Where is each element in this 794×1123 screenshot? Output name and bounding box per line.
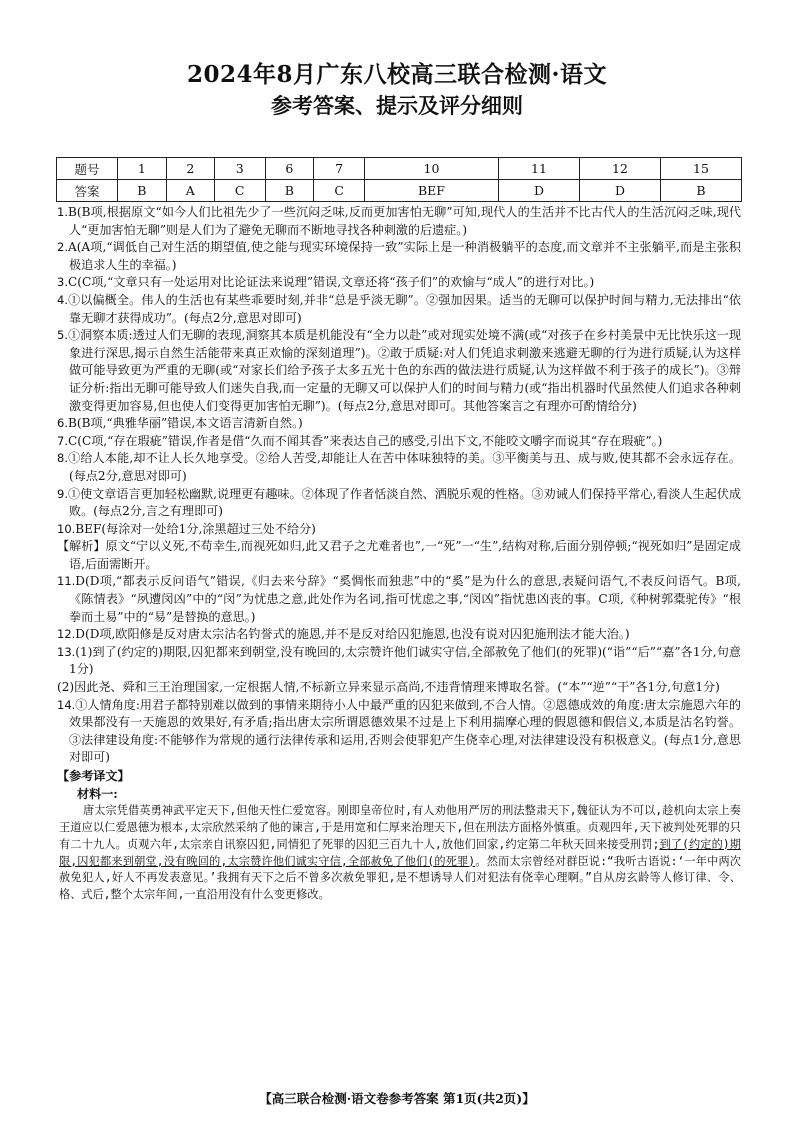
item-text: A(A项,“调低自己对生活的期望值,使之能与现实环境保持一致”实际上是一种消极躺平的态度,而文章并不主张躺平,而是主张积极追求人生的幸福。) (67, 240, 741, 272)
item-number: 7. (57, 433, 68, 448)
item-text: C(C项,“文章只有一处运用对比论证法来说理”错误,文章还将“孩子们”的欢愉与“成人”的进行对比。) (67, 275, 595, 290)
question-number: 11 (499, 158, 580, 180)
item-number: 2. (57, 240, 68, 255)
answer-item-3 (57, 274, 741, 292)
question-number: 1 (118, 158, 167, 180)
answer-row (57, 180, 742, 202)
answer-cell: B (265, 180, 314, 202)
item-text: (2)因此尧、舜和三王治理国家,一定根据人情,不标新立异来显示高尚,不违背情理来博取名誉。(“本”“逆”“干”各1分,句意1分) (57, 680, 720, 695)
answer-item-1 (57, 204, 741, 239)
answer-cell: C (214, 180, 265, 202)
translation-text: 。然而太宗曾经对群臣说:“我听古语说:‘一年中两次赦免犯人,好人不再发表意见。’我拥有天下之后不曾多次赦免罪犯,是不想诱导人们对犯法有侥幸心理啊。”自从房玄龄等人修订律、令、格、式后,整个太宗年间,一直沿用没有什么变更修改。 (59, 854, 741, 902)
answer-item-14 (57, 697, 741, 767)
question-number: 12 (579, 158, 660, 180)
translation-underlined-text: 到了(约定的)期限,囚犯都来到朝堂,没有晚回的,太宗赞许他们诚实守信,全部赦免了他们(的死罪) (59, 837, 741, 868)
item-text: B(B项,根据原文“如今人们比祖先少了一些沉闷乏味,反而更加害怕无聊”可知,现代人的生活并不比古代人的生活沉闷乏味,现代人“更加害怕无聊”则是人们为了避免无聊而不断地寻找各种刺激的后遗症。) (67, 205, 741, 237)
page-title: 2024年8月广东八校高三联合检测·语文 (186, 61, 608, 88)
translation-text: 唐太宗凭借英勇神武平定天下,但他天性仁爱宽容。刚即皇帝位时,有人劝他用严厉的刑法整肃天下,魏征认为不可以,趁机向太宗上奏王道应以仁爱恩德为根本,太宗欣然采纳了他的谏言,于是用宽和仁厚来治理天下,但在刑法方面格外慎重。贞观四年,天下被判处死罪的只有二十九人。贞观六年,太宗亲自讯察囚犯,同情犯了死罪的囚犯三百九十人,放他们回家,约定第二年秋天回来接受刑罚; (59, 804, 741, 851)
item-number: 14. (57, 697, 76, 712)
item-number: 9. (57, 486, 68, 501)
reference-translation-heading: 【参考译文】 (57, 769, 130, 783)
item-text: (1)到了(约定的)期限,囚犯都来到朝堂,没有晚回的,太宗赞许他们诚实守信,全部赦免了他们(的死罪)(“诣”“后”“嘉”各1分,句意1分) (69, 644, 741, 677)
question-number: 2 (166, 158, 214, 180)
question-number: 10 (364, 158, 498, 180)
item-text: BEF(每涂对一处给1分,涂黑超过三处不给分) (75, 521, 316, 536)
item-number: 3. (57, 275, 68, 290)
item-text: ①以偏概全。伟人的生活也有某些乖要时刻,并非“总是乎淡无聊”。②强加因果。适当的无聊可以保护时间与精力,无法排出“依靠无聊才获得成功”。(每点2分,意思对即可) (67, 292, 741, 325)
item-number: 8. (57, 451, 68, 466)
item-text: ①给人本能,却不让人长久地享受。②给人苦受,却能让人在苦中体味独特的美。③平衡美与丑、成与败,使其都不会永远存在。(每点2分,意思对即可) (67, 451, 741, 483)
translation-paragraph (57, 803, 741, 904)
answer-item-10-analysis (57, 538, 741, 573)
answer-cell: C (314, 180, 365, 202)
answer-table (56, 157, 742, 202)
answer-cell: B (118, 180, 167, 202)
answer-cell: A (166, 180, 214, 202)
answer-item-6 (57, 415, 741, 433)
item-number: 10. (57, 521, 76, 536)
answer-item-10 (57, 521, 741, 539)
row-label-question: 题号 (57, 158, 118, 180)
material-label: 材料一: (77, 786, 118, 801)
item-number: 1. (57, 205, 68, 219)
answer-cell: D (499, 180, 580, 202)
answer-item-4 (57, 292, 741, 327)
page-footer: 【高三联合检测·语文卷参考答案 第1页(共2页)】 (259, 1091, 535, 1106)
item-text: C(C项,“存在瑕疵”错误,作者是借“久而不闻其香”来表达自己的感受,引出下文,不能咬文嚼字而说其“存在瑕疵”。) (67, 433, 663, 448)
question-number-row (57, 158, 742, 180)
item-number: 11. (57, 574, 76, 589)
answer-item-11 (57, 573, 741, 626)
item-text: 【解析】原文“宁以义死,不苟幸生,而视死如归,此又君子之尤难者也”,一“死”一“生”,结构对称,后面分别停顿;“视死如归”是固定成语,后面需断开。 (57, 539, 741, 571)
item-number: 13. (57, 644, 76, 659)
answer-item-13 (57, 644, 741, 679)
page-subtitle: 参考答案、提示及评分细则 (271, 93, 523, 118)
item-number: 5. (57, 328, 68, 343)
answer-item-12 (57, 626, 741, 644)
answer-item-13-part2 (57, 679, 741, 697)
answer-item-7 (57, 433, 741, 451)
item-number: 4. (57, 292, 68, 307)
question-number: 6 (265, 158, 314, 180)
question-number: 7 (314, 158, 365, 180)
answer-explanations (57, 204, 741, 904)
item-text: ①使文章语言更加轻松幽默,说理更有趣味。②体现了作者恬淡自然、洒脱乐观的性格。③劝诫人们保持平常心,看淡人生起伏成败。(每点2分,言之有理即可) (67, 486, 741, 519)
answer-item-2 (57, 239, 741, 274)
item-text: ①人情角度:用君子都特别难以做到的事情来期待小人中最严重的囚犯来做到,不合人情。②恩德成效的角度:唐太宗施恩六年的效果都没有一天施恩的效果好,有矛盾;指出唐太宗所谓恩德效果不过是上下利用揣摩心理的假恩德和假信义,本质是沽名钓誉。③法律建设角度:不能够作为常规的通行法律传承和运用,否则会使罪犯产生侥幸心理,对法律建设没有积极意义。(每点1分,意思对即可) (69, 697, 741, 765)
answer-cell: BEF (364, 180, 498, 202)
answer-cell: D (579, 180, 660, 202)
item-text: ①洞察本质:透过人们无聊的表现,洞察其本质是机能没有“全力以赴”或对现实处境不满(或“对孩子在乡村美景中无比快乐这一现象进行深思,揭示自然生活能带来真正欢愉的深刻道理”)。②敢于质疑:对人们凭追求刺激来逃避无聊的行为进行质疑,认为这样做可能导致更为严重的无聊(或“对家长们给予孩子太多五光十色的东西的做法进行质疑,认为这样做不利于孩子的成长”)。③辩证分析:指出无聊可能导致人们迷失自我,而一定量的无聊又可以保护人们的时间与精力(或“指出机器时代虽然使人们追求各种刺激变得更加容易,但也使人们变得更加害怕无聊”)。(每点2分,意思对即可。其他答案言之有理亦可酌情给分) (67, 328, 741, 413)
item-number: 6. (57, 416, 68, 431)
question-number: 15 (660, 158, 741, 180)
item-text: D(D项,“都表示反问语气”错误,《归去来兮辞》“奚惆怅而独悲”中的“奚”是为什么的意思,表疑问语气,不表反问语气。B项,《陈情表》“夙遭闵凶”中的“闵”为忧患之意,此处作为名词,指可忧虑之事,“闵凶”指忧患凶丧的事。C项,《种树郭橐驼传》“根拳而土易”中的“易”是替换的意思。) (69, 574, 741, 624)
answer-item-9 (57, 486, 741, 521)
answer-item-5 (57, 327, 741, 415)
item-text: D(D项,欧阳修是反对唐太宗沽名钓誉式的施恩,并不是反对给囚犯施恩,也没有说对囚犯施刑法才能大治。) (75, 627, 630, 642)
item-text: B(B项,“典雅华丽”错误,本文语言清新自然。) (67, 416, 303, 431)
item-number: 12. (57, 627, 76, 642)
question-number: 3 (214, 158, 265, 180)
answer-item-8 (57, 450, 741, 485)
row-label-answer: 答案 (57, 180, 118, 202)
answer-cell: B (660, 180, 741, 202)
